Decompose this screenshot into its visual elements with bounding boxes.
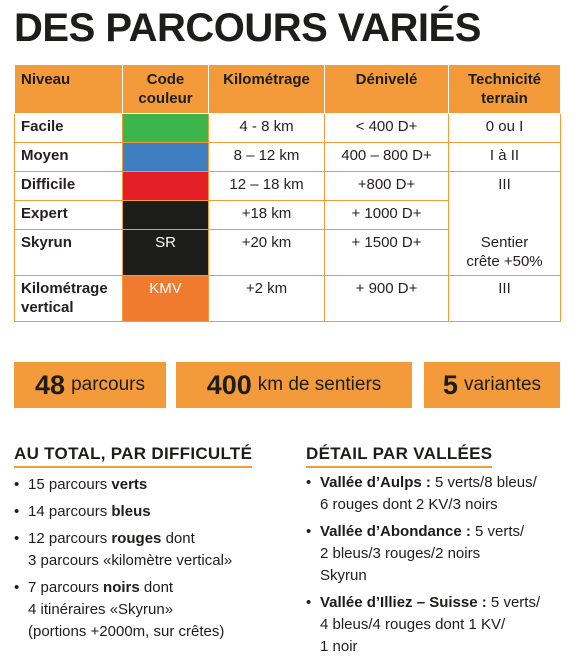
deniv-cell: + 900 D+ (325, 276, 449, 322)
stat-number: 5 (442, 369, 458, 400)
bullet-icon: • (14, 503, 20, 520)
table-row (15, 114, 561, 143)
color-swatch-blue (123, 143, 209, 172)
list-item: • 12 parcours rouges dont 3 parcours «kilomètre vertical» (14, 530, 233, 569)
deniv-cell: + 1000 D+ (325, 201, 449, 230)
list-item: • Vallée d’Aulps : 5 verts/8 bleus/ 6 rouges dont 2 KV/3 noirs (306, 474, 537, 513)
stat-km-sentiers (176, 362, 412, 408)
tech-cell: Sentier crête +50% (449, 230, 561, 276)
km-cell: +20 km (209, 230, 325, 276)
table-row (15, 143, 561, 172)
list-item: • 15 parcours verts (14, 474, 304, 496)
km-cell: 12 – 18 km (209, 172, 325, 201)
level-cell: Skyrun (15, 230, 123, 276)
table-row (15, 276, 561, 322)
total-list (14, 474, 304, 648)
stat-variantes (424, 362, 560, 408)
color-swatch-red (123, 172, 209, 201)
color-swatch-black (123, 201, 209, 230)
level-cell: Difficile (15, 172, 123, 201)
bullet-icon: • (306, 523, 312, 540)
deniv-cell: + 1500 D+ (325, 230, 449, 276)
bullet-icon: • (306, 594, 312, 611)
stat-number: 48 (35, 369, 66, 400)
list-item: • 7 parcours noirs dont 4 itinéraires «Skyrun» (portions +2000m, sur crêtes) (14, 579, 225, 640)
difficulty-table (14, 64, 561, 322)
tech-cell: 0 ou I (449, 114, 561, 143)
stat-label: variantes (463, 374, 542, 395)
bullet-icon: • (14, 579, 20, 596)
tech-cell: III (449, 172, 561, 230)
list-item: • Vallée d’Illiez – Suisse : 5 verts/ 4 bleus/4 rouges dont 1 KV/ 1 noir (306, 594, 541, 655)
header-technicite: Technicité terrain (449, 65, 561, 114)
tech-cell: I à II (449, 143, 561, 172)
deniv-cell: < 400 D+ (325, 114, 449, 143)
level-cell: Expert (15, 201, 123, 230)
color-swatch-kmv: KMV (123, 276, 209, 322)
km-cell: +2 km (209, 276, 325, 322)
list-item: • 14 parcours bleus (14, 501, 304, 523)
section-title-total: AU TOTAL, PAR DIFFICULTÉ (14, 444, 252, 468)
bullet-icon: • (306, 474, 312, 491)
table-header-row (15, 65, 561, 114)
deniv-cell: +800 D+ (325, 172, 449, 201)
header-code-couleur: Code couleur (123, 65, 209, 114)
header-niveau: Niveau (15, 65, 123, 114)
page-title: DES PARCOURS VARIÉS (14, 6, 481, 50)
km-cell: 8 – 12 km (209, 143, 325, 172)
level-cell: Kilométrage vertical (15, 276, 123, 322)
color-swatch-green (123, 114, 209, 143)
stat-number: 400 (206, 369, 252, 400)
bullet-icon: • (14, 530, 20, 547)
list-item: • Vallée d’Abondance : 5 verts/ 2 bleus/3 rouges/2 noirs Skyrun (306, 523, 525, 584)
section-title-vallees: DÉTAIL PAR VALLÉES (306, 444, 492, 468)
valleys-list (306, 472, 582, 663)
km-cell: 4 - 8 km (209, 114, 325, 143)
bullet-icon: • (14, 476, 20, 493)
table-row (15, 230, 561, 276)
stat-label: km de sentiers (257, 374, 382, 395)
level-cell: Facile (15, 114, 123, 143)
level-cell: Moyen (15, 143, 123, 172)
header-denivele: Dénivelé (325, 65, 449, 114)
km-cell: +18 km (209, 201, 325, 230)
stat-parcours (14, 362, 166, 408)
table-row (15, 172, 561, 201)
color-swatch-skyrun: SR (123, 230, 209, 276)
header-kilometrage: Kilométrage (209, 65, 325, 114)
stat-label: parcours (71, 374, 145, 395)
deniv-cell: 400 – 800 D+ (325, 143, 449, 172)
tech-cell: III (449, 276, 561, 322)
